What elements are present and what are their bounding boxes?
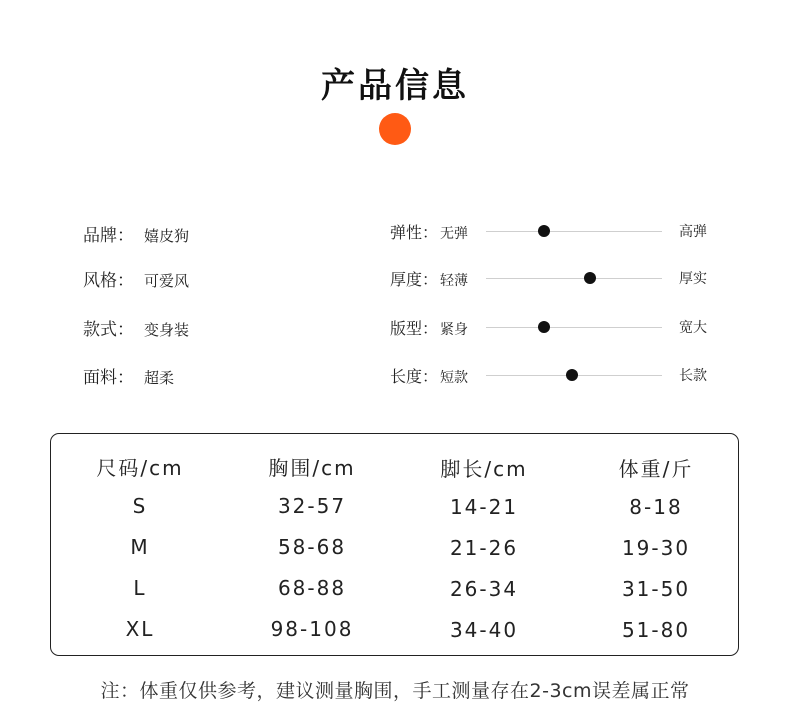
scale-label: 长度： xyxy=(390,367,439,386)
attribute-fabric xyxy=(83,363,174,388)
attribute-key: 品牌： xyxy=(83,226,134,246)
attribute-value: 变身装 xyxy=(144,321,190,339)
table-cell: 8-18 xyxy=(629,495,683,519)
table-cell: 34-40 xyxy=(449,618,519,642)
attribute-key: 款式： xyxy=(83,320,134,340)
attribute-key: 风格： xyxy=(83,271,134,291)
scale-low-label: 无弹 xyxy=(440,226,469,242)
attribute-brand xyxy=(83,221,189,246)
scale-high-label: 长款 xyxy=(679,368,707,384)
attribute-style xyxy=(83,266,189,291)
table-cell: 26-34 xyxy=(449,577,519,601)
scale-high-label: 宽大 xyxy=(679,320,707,336)
page-title: 产品信息 xyxy=(321,66,469,106)
table-cell: 58-68 xyxy=(277,535,347,559)
attribute-type xyxy=(83,315,189,340)
scale-label: 版型： xyxy=(390,319,439,338)
table-header-weight: 体重/斤 xyxy=(618,457,694,481)
scale-thickness-track xyxy=(486,278,662,279)
scale-low-label: 轻薄 xyxy=(440,273,469,289)
table-header-foot: 脚长/cm xyxy=(440,457,528,481)
table-cell: 19-30 xyxy=(621,536,691,560)
scale-low-label: 紧身 xyxy=(440,322,469,338)
table-cell: 51-80 xyxy=(621,618,691,642)
scale-elasticity-track xyxy=(486,231,662,232)
table-cell: 21-26 xyxy=(449,536,519,560)
scale-elasticity-indicator xyxy=(538,225,550,237)
accent-dot xyxy=(379,113,411,145)
scale-high-label: 高弹 xyxy=(679,224,707,240)
attribute-value: 嬉皮狗 xyxy=(144,227,190,245)
scale-elasticity-label xyxy=(390,220,468,243)
table-cell: L xyxy=(133,576,147,600)
table-cell: 32-57 xyxy=(277,494,347,518)
table-cell: M xyxy=(130,535,150,559)
table-cell: 68-88 xyxy=(277,576,347,600)
scale-fit-track xyxy=(486,327,662,328)
table-cell: 14-21 xyxy=(449,495,519,519)
footnote: 注：体重仅供参考，建议测量胸围，手工测量存在2-3cm误差属正常 xyxy=(100,680,690,702)
table-cell: 31-50 xyxy=(621,577,691,601)
scale-label: 弹性： xyxy=(390,223,439,242)
table-cell: S xyxy=(132,494,148,518)
table-header-size: 尺码/cm xyxy=(96,456,184,480)
scale-thickness-indicator xyxy=(584,272,596,284)
scale-length-label xyxy=(390,364,468,387)
scale-low-label: 短款 xyxy=(440,370,469,386)
scale-label: 厚度： xyxy=(390,270,439,289)
scale-fit-label xyxy=(390,316,468,339)
scale-thickness-label xyxy=(390,267,468,290)
table-header-chest: 胸围/cm xyxy=(268,456,356,480)
attribute-value: 超柔 xyxy=(144,369,175,387)
attribute-value: 可爱风 xyxy=(144,272,190,290)
table-cell: XL xyxy=(125,617,155,641)
scale-length-indicator xyxy=(566,369,578,381)
scale-high-label: 厚实 xyxy=(679,271,707,287)
table-cell: 98-108 xyxy=(270,617,354,641)
attribute-key: 面料： xyxy=(83,368,134,388)
scale-fit-indicator xyxy=(538,321,550,333)
